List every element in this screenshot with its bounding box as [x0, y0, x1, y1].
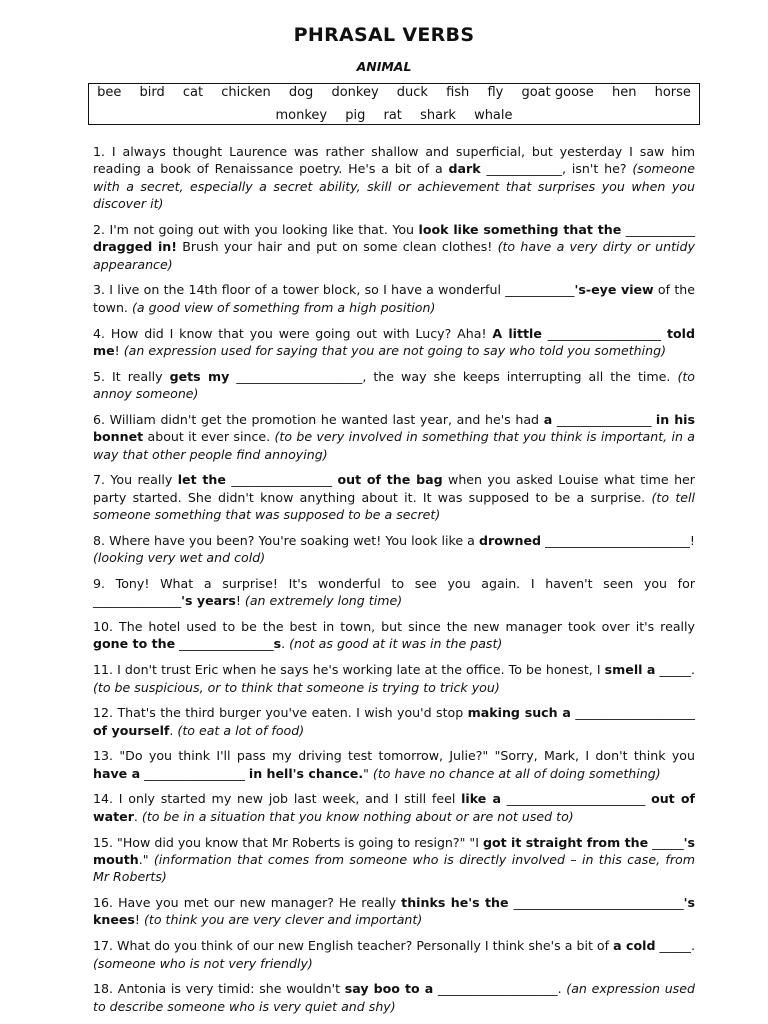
word-bank-word: goat goose [521, 85, 594, 100]
exercise-item [93, 411, 695, 463]
exercise-item [93, 325, 695, 360]
sentence-text: ___________ [621, 221, 696, 237]
exercise-item [93, 834, 695, 886]
definition-text: (to annoy someone) [93, 368, 695, 402]
idiom-text: making such a [467, 705, 571, 721]
word-bank-word: dog [288, 85, 314, 100]
sentence-text: 8. Where have you been? You're soaking wet! You look like a [93, 532, 479, 548]
idiom-text: drowned [478, 532, 542, 548]
sentence-text: . [133, 808, 142, 824]
sentence-text: Brush your hair and put on some clean clothes! [177, 239, 498, 255]
idiom-text: told me [93, 325, 695, 358]
sentence-text: ! [114, 342, 124, 358]
word-bank-word: whale [474, 108, 513, 123]
idiom-text: have a [93, 765, 141, 781]
idiom-text: a cold [613, 938, 656, 954]
exercise-item [93, 704, 695, 739]
word-bank-row-2 [89, 108, 699, 123]
page-subtitle: ANIMAL [356, 59, 412, 74]
word-bank-word: horse [654, 85, 691, 100]
definition-text: (an extremely long time) [244, 593, 403, 609]
word-bank-word: pig [345, 108, 366, 123]
idiom-text: like a [461, 791, 501, 807]
definition-text: (information that comes from someone who is directly involved – in this case, from Mr Roberts) [93, 851, 695, 885]
exercise-item [93, 937, 695, 972]
sentence-text: ________________ [225, 472, 338, 488]
idiom-text: say boo to a [344, 981, 434, 997]
word-bank-word: bee [97, 85, 122, 100]
idiom-text: 's knees [93, 895, 695, 928]
sentence-text: ___________________________ [508, 895, 684, 911]
word-bank-word: bird [139, 85, 165, 100]
definition-text: (a good view of something from a high position) [131, 299, 436, 315]
definition-text: (an expression used to describe someone who is very quiet and shy) [93, 981, 695, 1014]
idiom-text: 's-eye view [574, 282, 654, 298]
sentence-text: . [169, 722, 178, 738]
definition-text: (not as good at it was in the past) [289, 636, 503, 652]
sentence-text: ____________, isn't he? [480, 161, 633, 177]
idiom-text: s [273, 636, 282, 652]
definition-text: (an expression used for saying that you are not going to say who told you something) [123, 342, 667, 358]
sentence-text: ___________________. [433, 981, 567, 997]
idiom-text: look like something that the [418, 221, 622, 237]
sentence-text: _____. [655, 938, 695, 954]
sentence-text: _____. [655, 662, 695, 678]
definition-text: (to have no chance at all of doing something) [372, 765, 661, 781]
definition-text: (to be suspicious, or to think that someone is trying to trick you) [93, 679, 500, 695]
word-bank-word: cat [182, 85, 204, 100]
idiom-text: a [543, 411, 553, 427]
sentence-text: " [363, 765, 373, 781]
sentence-text: ." [138, 851, 154, 867]
sentence-text: of the town. [93, 282, 695, 315]
sentence-text: 17. What do you think of our new English teacher? Personally I think she's a bit of [93, 938, 614, 954]
idiom-text: smell a [604, 662, 656, 678]
definition-text: (someone with a secret, especially a secret ability, skill or achievement that surprises you when you discover it) [93, 161, 695, 212]
word-bank-word: duck [396, 85, 428, 100]
sentence-text: 11. I don't trust Eric when he says he's working late at the office. To be honest, I [93, 662, 605, 678]
sentence-text: _______________ [175, 636, 274, 652]
sentence-text: 1. I always thought Laurence was rather shallow and superficial, but yesterday I saw him reading a book of Renaissance poetry. He's a bit of a [93, 144, 695, 177]
word-bank-word: fish [446, 85, 470, 100]
sentence-text: ______________________ [500, 791, 652, 807]
definition-text: (to have a very dirty or untidy appearance) [93, 239, 695, 272]
definition-text: (to tell someone something that was supposed to be a secret) [93, 489, 695, 523]
sentence-text: 12. That's the third burger you've eaten. I wish you'd stop [93, 705, 468, 721]
sentence-text: 10. The hotel used to be the best in town, but since the new manager took over it's really [93, 619, 695, 635]
word-bank-word: fly [487, 85, 504, 100]
exercise-item [93, 471, 695, 523]
sentence-text: _______________ [552, 411, 656, 427]
word-bank-word: chicken [221, 85, 271, 100]
sentence-text: . [281, 636, 290, 652]
word-bank-word: shark [420, 108, 456, 123]
exercise-item [93, 143, 695, 213]
definition-text: (looking very wet and cold) [93, 550, 266, 566]
word-bank-word: rat [383, 108, 402, 123]
exercise-item [93, 790, 695, 825]
exercise-item [93, 894, 695, 929]
sentence-text: about it ever since. [143, 429, 275, 445]
idiom-text: dragged in! [93, 239, 177, 255]
exercise-item [93, 661, 695, 696]
sentence-text: 9. Tony! What a surprise! It's wonderful to see you again. I haven't seen you for ______________ [93, 575, 695, 609]
sentence-text: _______________________! [541, 532, 695, 548]
idiom-text: thinks he's the [401, 895, 509, 911]
sentence-text: ! [134, 912, 144, 928]
word-bank-word: monkey [275, 108, 328, 123]
exercise-item [93, 575, 695, 610]
sentence-text: when you asked Louise what time her party started. She didn't know anything about it. It was supposed to be a surprise. [93, 472, 695, 505]
exercise-item [93, 368, 695, 403]
exercise-item [93, 281, 695, 316]
idiom-text: in hell's chance. [248, 765, 364, 781]
idiom-text: 's mouth [93, 834, 695, 867]
definition-text: (to be in a situation that you know nothing about or are not used to) [141, 808, 574, 824]
idiom-text: of yourself [93, 722, 170, 738]
definition-text: (to think you are very clever and important) [143, 912, 423, 928]
idiom-text: gone to the [93, 636, 176, 652]
idiom-text: got it straight from the [482, 834, 649, 850]
exercise-item [93, 221, 695, 273]
word-bank-row-1 [89, 85, 699, 100]
sentence-text: 13. "Do you think I'll pass my driving test tomorrow, Julie?" "Sorry, Mark, I don't think you [93, 748, 695, 764]
idiom-text: gets my [169, 368, 230, 384]
idiom-text: in his bonnet [93, 411, 695, 445]
sentence-text: 4. How did I know that you were going out with Lucy? Aha! [93, 325, 493, 341]
sentence-text: 3. I live on the 14th floor of a tower block, so I have a wonderful ___________ [93, 282, 575, 298]
exercise-item [93, 747, 695, 782]
sentence-text: 6. William didn't get the promotion he wanted last year, and he's had [93, 411, 544, 427]
sentence-text: ___________________ [570, 705, 695, 721]
exercise-list [93, 143, 695, 1023]
idiom-text: A little [492, 325, 542, 341]
word-bank-word: donkey [331, 85, 379, 100]
sentence-text: 5. It really [93, 368, 170, 384]
idiom-text: 's years [181, 593, 236, 609]
sentence-text: ! [235, 593, 245, 609]
word-bank-box [88, 83, 700, 125]
idiom-text: let the [177, 472, 226, 488]
sentence-text: _____ [648, 834, 684, 850]
sentence-text: 18. Antonia is very timid: she wouldn't [93, 981, 345, 997]
page-title: PHRASAL VERBS [293, 24, 475, 46]
definition-text: (to eat a lot of food) [177, 722, 305, 738]
word-bank-word: hen [611, 85, 637, 100]
sentence-text: __________________ [541, 325, 667, 341]
exercise-item [93, 618, 695, 653]
sentence-text: 15. "How did you know that Mr Roberts is going to resign?" "I [93, 834, 483, 850]
idiom-text: out of the bag [337, 472, 443, 488]
sentence-text: 7. You really [93, 472, 178, 488]
sentence-text: ________________ [140, 765, 249, 781]
exercise-item [93, 980, 695, 1015]
idiom-text: dark [448, 161, 481, 177]
definition-text: (to be very involved in something that you think is important, in a way that other people find annoying) [93, 429, 695, 462]
exercise-item [93, 532, 695, 567]
idiom-text: out of water [93, 791, 695, 824]
sentence-text: 16. Have you met our new manager? He really [93, 895, 402, 911]
sentence-text: 14. I only started my new job last week, and I still feel [93, 791, 462, 807]
sentence-text: ____________________, the way she keeps interrupting all the time. [229, 368, 678, 384]
sentence-text: 2. I'm not going out with you looking like that. You [93, 221, 419, 237]
definition-text: (someone who is not very friendly) [93, 955, 313, 971]
